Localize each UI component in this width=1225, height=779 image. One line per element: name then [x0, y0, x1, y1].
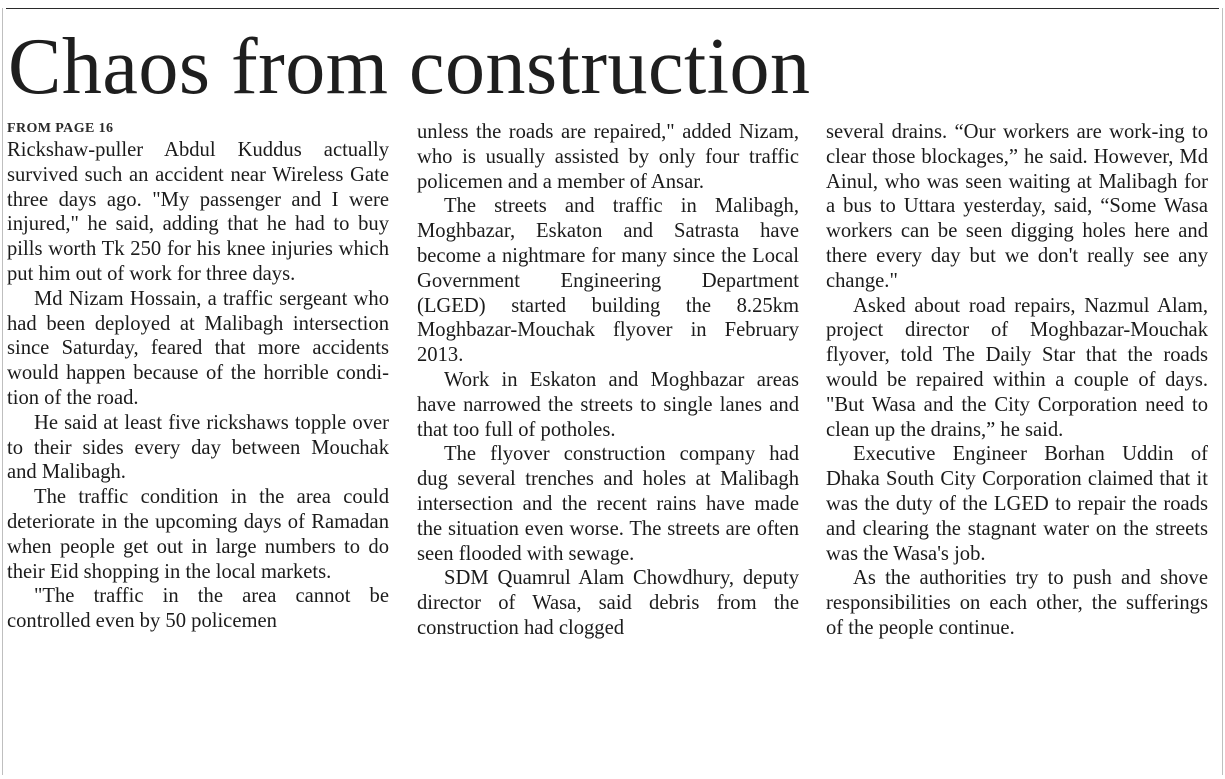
paragraph: SDM Quamrul Alam Chowdhury, deputy director of Wasa, said debris from the construction had clogged [417, 567, 799, 639]
right-border [1222, 8, 1223, 775]
paragraph: "The traffic in the area cannot be controlled even by 50 policemen [7, 585, 389, 633]
article-column-3 [826, 120, 1208, 641]
paragraph: Executive Engineer Borhan Uddin of Dhaka South City Corporation claimed that it was the duty of the LGED to repair the roads and clearing the stagnant water on the streets was the Wasa's job. [826, 443, 1208, 565]
headline: Chaos from construction [8, 23, 811, 111]
paragraph: several drains. “Our workers are work-ing to clear those blockages,” he said. However, Md Ainul, who was seen waiting at Malibagh for a bus to Uttara yesterday, said, “Some Wasa workers can be seen digging holes here and there every day but we don't really see any change." [826, 121, 1208, 292]
paragraph: Asked about road repairs, Nazmul Alam, project director of Moghbazar-Mouchak flyover, told The Daily Star that the roads would be repaired within a couple of days. "But Wasa and the City Corporation need to clean up the drains,” he said. [826, 294, 1208, 441]
paragraph: Work in Eskaton and Moghbazar areas have narrowed the streets to single lanes and that too full of potholes. [417, 368, 799, 441]
paragraph: Md Nizam Hossain, a traffic sergeant who had been deployed at Malibagh intersection since Saturday, feared that more accidents would happen because of the horrible condi-tion of the road. [7, 287, 389, 409]
jump-line: FROM PAGE 16 [7, 121, 114, 136]
paragraph: As the authorities try to push and shove responsibilities on each other, the sufferings of the people continue. [826, 567, 1208, 639]
top-rule [6, 8, 1219, 9]
paragraph: The flyover construction company had dug several trenches and holes at Malibagh intersection and the recent rains have made the situation even worse. The streets are often seen flooded with sewage. [417, 443, 799, 565]
paragraph: unless the roads are repaired," added Nizam, who is usually assisted by only four traffic policemen and a member of Ansar. [417, 121, 799, 193]
paragraph: Rickshaw-puller Abdul Kuddus actually survived such an accident near Wireless Gate three days ago. "My passenger and I were injured," he said, adding that he had to buy pills worth Tk 250 for his knee injuries which put him out of work for three days. [7, 139, 389, 285]
article-column-2 [417, 120, 799, 641]
paragraph: The traffic condition in the area could deteriorate in the upcoming days of Ramadan when people get out in large numbers to do their Eid shopping in the local markets. [7, 486, 389, 583]
paragraph: The streets and traffic in Malibagh, Moghbazar, Eskaton and Satrasta have become a nightmare for many since the Local Government Engineering Department (LGED) started building the 8.25km Moghbazar-Mouchak flyover in February 2013. [417, 195, 799, 367]
article-column-1 [7, 120, 389, 634]
left-border [2, 8, 3, 775]
paragraph: He said at least five rickshaws topple over to their sides every day between Mouchak and Malibagh. [7, 411, 389, 484]
